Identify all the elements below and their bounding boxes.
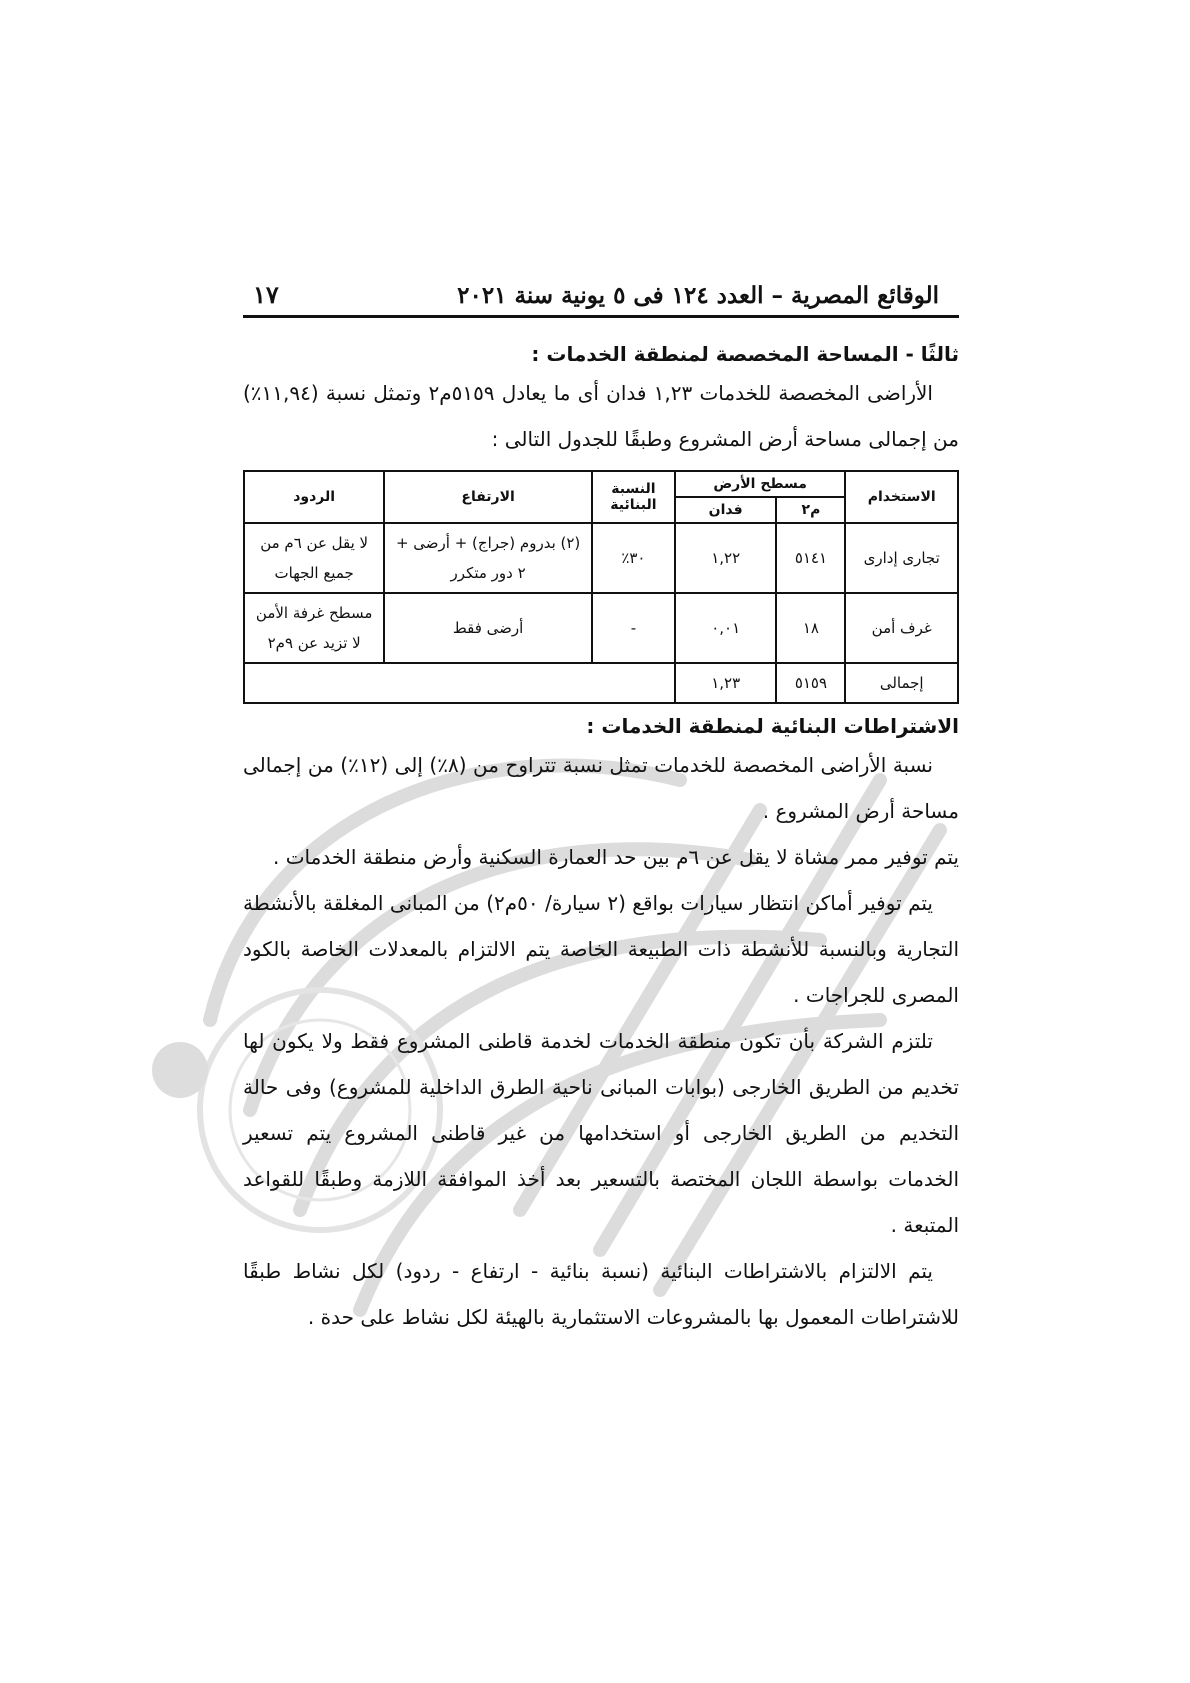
header-feddan: فدان bbox=[675, 497, 777, 523]
cell-total-feddan: ١,٢٣ bbox=[675, 663, 777, 703]
table-row bbox=[244, 523, 958, 593]
header-usage: الاستخدام bbox=[845, 471, 958, 523]
cell-usage: تجارى إدارى bbox=[845, 523, 958, 593]
cell-feddan: ٠,٠١ bbox=[675, 593, 777, 663]
requirement-paragraph-1: نسبة الأراضى المخصصة للخدمات تمثل نسبة تتراوح من (٨٪) إلى (١٢٪) من إجمالى مساحة أرض المشروع . bbox=[243, 753, 959, 823]
cell-sqm: ١٨ bbox=[776, 593, 845, 663]
cell-height: أرضى فقط bbox=[384, 593, 592, 663]
cell-total-sqm: ٥١٥٩ bbox=[776, 663, 845, 703]
header-setbacks: الردود bbox=[244, 471, 384, 523]
header-land-area: مسطح الأرض bbox=[675, 471, 846, 497]
publication-title: الوقائع المصرية – العدد ١٢٤ فى ٥ يونية سنة ٢٠٢١ bbox=[457, 282, 939, 309]
cell-building-ratio: ٣٠٪ bbox=[592, 523, 675, 593]
table-header-row bbox=[244, 471, 958, 497]
cell-building-ratio: - bbox=[592, 593, 675, 663]
page-number: ١٧ bbox=[253, 280, 279, 309]
cell-setbacks: لا يقل عن ٦م من جميع الجهات bbox=[244, 523, 384, 593]
cell-usage: غرف أمن bbox=[845, 593, 958, 663]
header-building-ratio: النسبة البنائية bbox=[592, 471, 675, 523]
building-requirements-title: الاشتراطات البنائية لمنطقة الخدمات : bbox=[586, 714, 959, 738]
table-total-row bbox=[244, 663, 958, 703]
requirement-paragraph-4: تلتزم الشركة بأن تكون منطقة الخدمات لخدمة قاطنى المشروع فقط ولا يكون لها تخديم من الطريق الخارجى (بوابات المبانى ناحية الطرق الداخلية للمشروع) وفى حالة التخديم من الطريق الخارجى أو استخدامها من غير قاطنى المشروع يتم تسعير الخدمات بواسطة اللجان المختصة بالتسعير بعد أخذ الموافقة اللازمة وطبقًا للقواعد المتبعة . bbox=[243, 1029, 959, 1237]
cell-feddan: ١,٢٢ bbox=[675, 523, 777, 593]
cell-sqm: ٥١٤١ bbox=[776, 523, 845, 593]
table-row bbox=[244, 593, 958, 663]
section-title-services-area: ثالثًا - المساحة المخصصة لمنطقة الخدمات : bbox=[531, 342, 959, 366]
cell-total-label: إجمالى bbox=[845, 663, 958, 703]
services-area-paragraph: الأراضى المخصصة للخدمات ١,٢٣ فدان أى ما يعادل ٥١٥٩م٢ وتمثل نسبة (١١,٩٤٪) من إجمالى مساحة أرض المشروع وطبقًا للجدول التالى : bbox=[243, 381, 959, 451]
requirement-paragraph-3: يتم توفير أماكن انتظار سيارات بواقع (٢ سيارة/ ٥٠م٢) من المبانى المغلقة بالأنشطة التجارية وبالنسبة للأنشطة ذات الطبيعة الخاصة يتم الالتزام بالمعدلات الخاصة بالكود المصرى للجراجات . bbox=[243, 891, 959, 1007]
header-sqm: م٢ bbox=[776, 497, 845, 523]
cell-setbacks: مسطح غرفة الأمن لا تزيد عن ٩م٢ bbox=[244, 593, 384, 663]
header-height: الارتفاع bbox=[384, 471, 592, 523]
page-header bbox=[243, 270, 959, 318]
requirement-paragraph-2: يتم توفير ممر مشاة لا يقل عن ٦م بين حد العمارة السكنية وأرض منطقة الخدمات . bbox=[273, 845, 959, 869]
cell-height: (٢) بدروم (جراج) + أرضى + ٢ دور متكرر bbox=[384, 523, 592, 593]
page-content bbox=[243, 270, 959, 1340]
land-use-table bbox=[243, 470, 959, 704]
cell-total-empty bbox=[244, 663, 675, 703]
requirement-paragraph-5: يتم الالتزام بالاشتراطات البنائية (نسبة بنائية - ارتفاع - ردود) لكل نشاط طبقًا للاشتراطات المعمول بها بالمشروعات الاستثمارية بالهيئة لكل نشاط على حدة . bbox=[243, 1259, 959, 1329]
